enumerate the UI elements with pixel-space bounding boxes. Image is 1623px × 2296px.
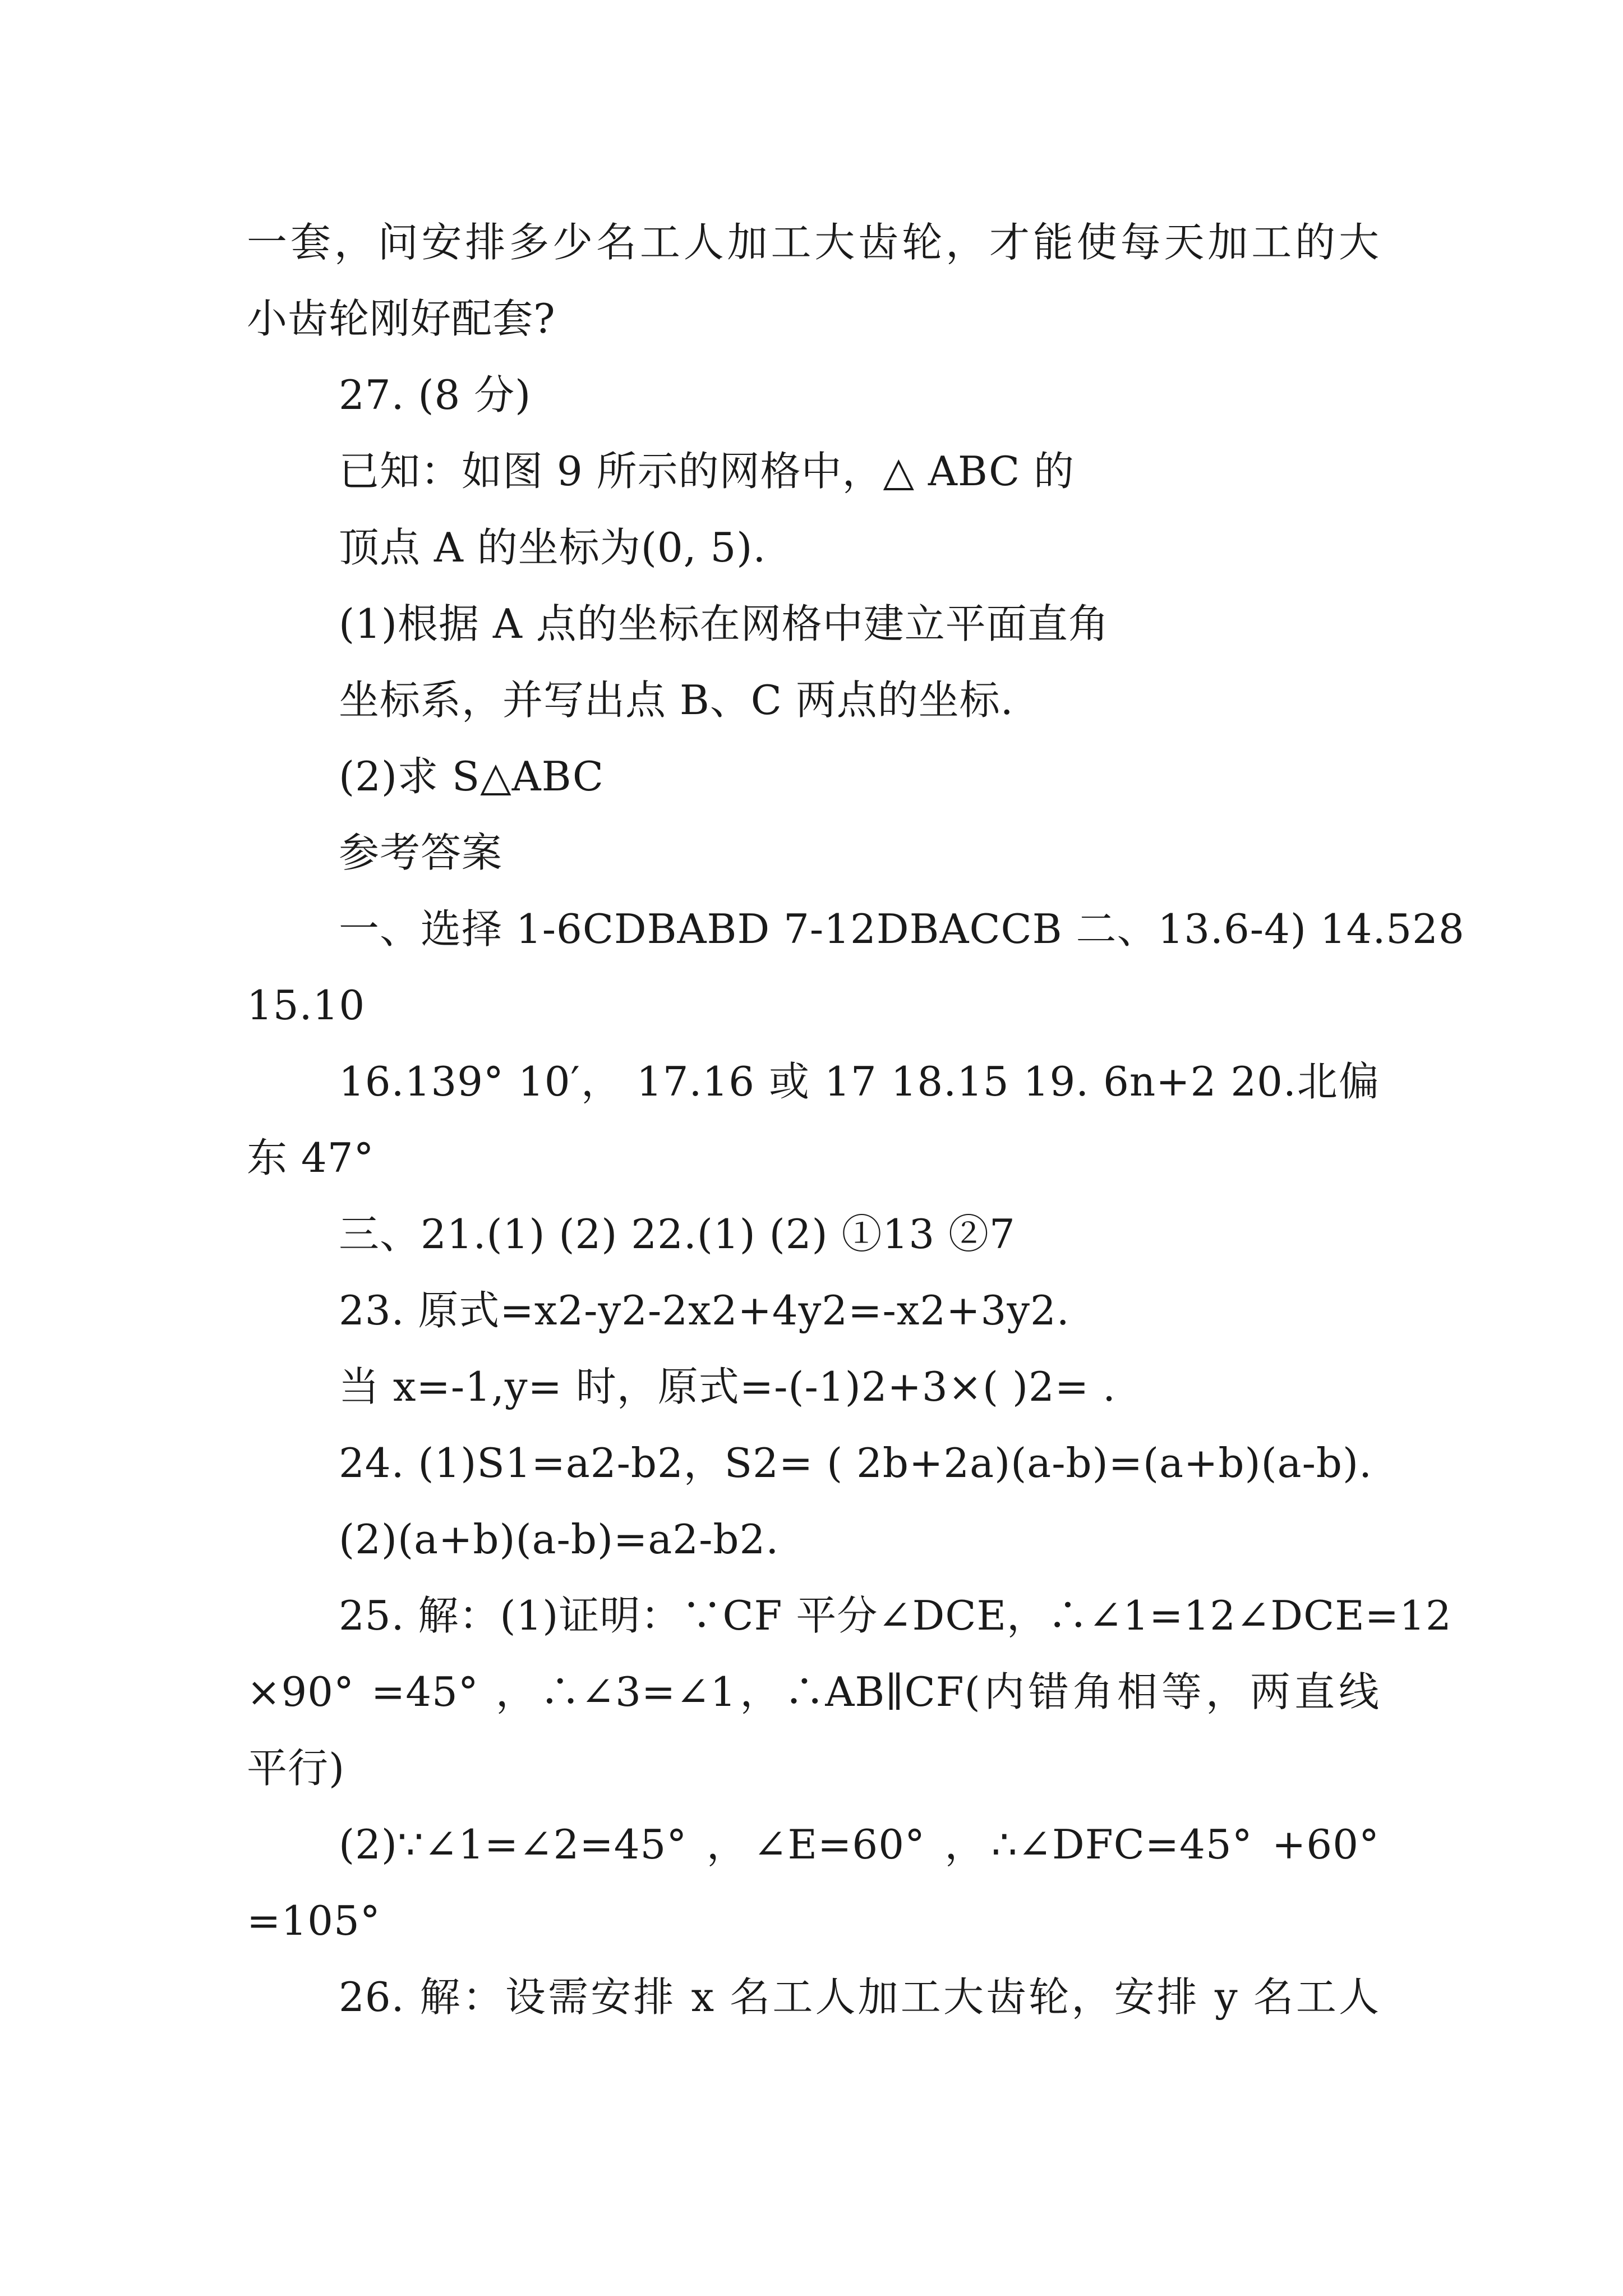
answer-line: (2)∵∠1=∠2=45° ，∠E=60° ，∴∠DFC=45° +60° [339, 1821, 1380, 1868]
answer-line: 东 47° [247, 1134, 375, 1181]
answer-line: 26. 解：设需安排 x 名工人加工大齿轮，安排 y 名工人 [339, 1973, 1380, 2021]
answer-line: (2)(a+b)(a-b)=a2-b2. [339, 1516, 780, 1563]
answer-line: 25. 解：(1)证明：∵CF 平分∠DCE，∴∠1=12∠DCE=12 [339, 1592, 1452, 1639]
text-line: (2)求 S△ABC [339, 753, 604, 800]
text-line: 顶点 A 的坐标为(0, 5). [339, 524, 767, 571]
answer-line: 16.139° 10′， 17.16 或 17 18.15 19. 6n+2 20.北偏 [339, 1058, 1380, 1105]
text-line: (1)根据 A 点的坐标在网格中建立平面直角 [339, 600, 1109, 647]
answer-line: 24. (1)S1=a2-b2，S2= ( 2b+2a)(a-b)=(a+b)(a-b). [339, 1439, 1372, 1487]
answer-line: 23. 原式=x2-y2-2x2+4y2=-x2+3y2. [339, 1287, 1070, 1334]
answer-line: ×90° =45° ，∴∠3=∠1，∴AB∥CF(内错角相等，两直线 [247, 1668, 1380, 1715]
text-line: 一套，问安排多少名工人加工大齿轮，才能使每天加工的大 [247, 219, 1380, 266]
answer-line: 15.10 [247, 982, 366, 1029]
answer-line: =105° [247, 1897, 381, 1944]
answer-line: 三、21.(1) (2) 22.(1) (2) ①13 ②7 [339, 1211, 1016, 1258]
answer-line: 一、选择 1-6CDBABD 7-12DBACCB 二、13.6-4) 14.528 [339, 905, 1465, 953]
section-heading: 参考答案 [339, 829, 503, 876]
question-number: 27. (8 分) [339, 371, 532, 418]
text-line: 坐标系，并写出点 B、C 两点的坐标. [339, 677, 1014, 724]
answer-line: 当 x=-1,y= 时，原式=-(-1)2+3×( )2= . [339, 1363, 1116, 1410]
text-line: 已知：如图 9 所示的网格中，△ ABC 的 [339, 448, 1075, 495]
answer-line: 平行) [247, 1745, 345, 1792]
text-line: 小齿轮刚好配套? [247, 295, 556, 342]
